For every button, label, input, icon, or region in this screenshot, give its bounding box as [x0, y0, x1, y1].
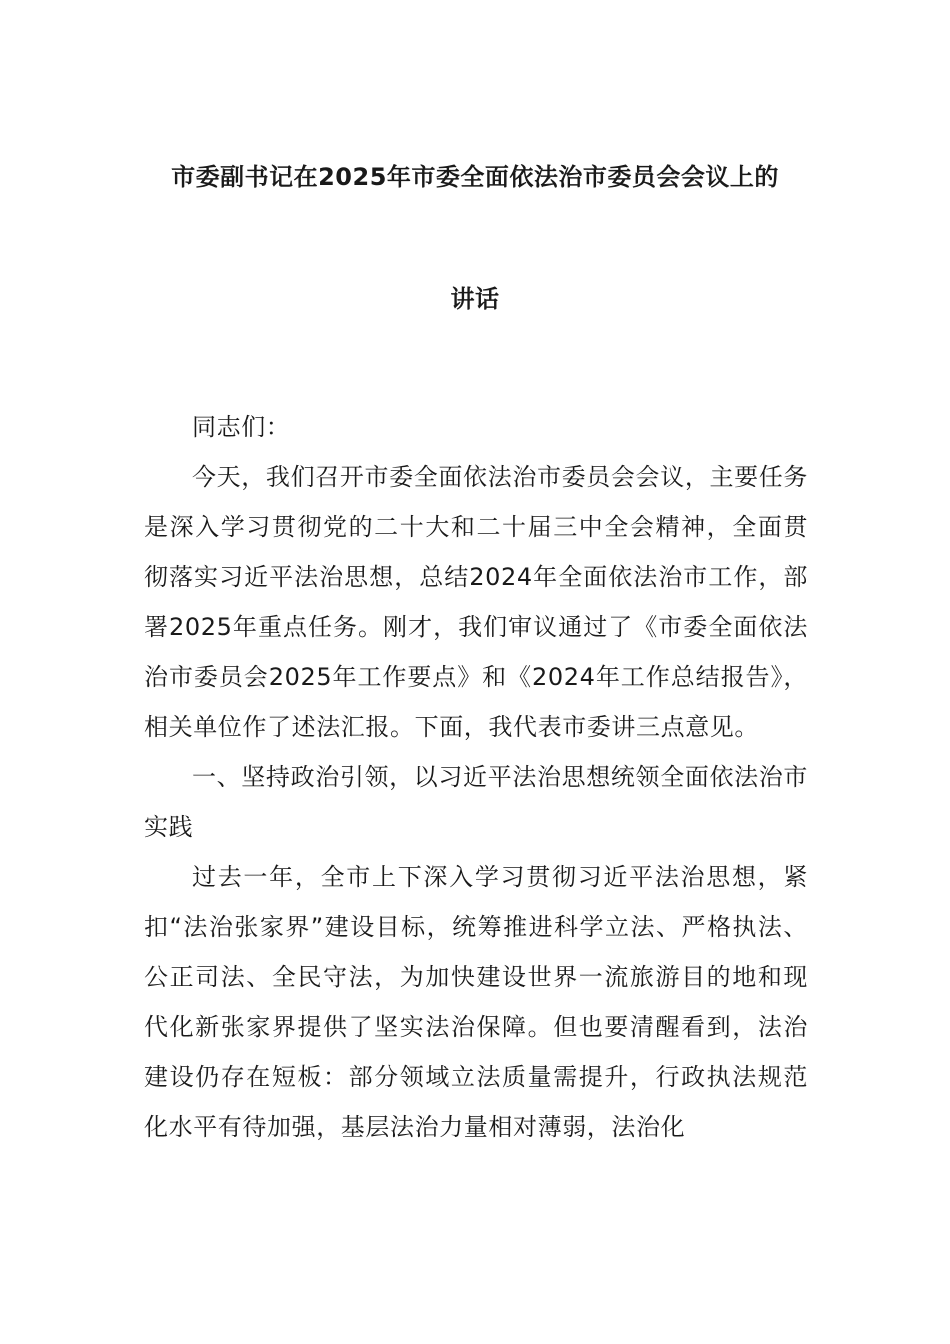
paragraph-section-1: 过去一年，全市上下深入学习贯彻习近平法治思想，紧扣“法治张家界”建设目标，统筹推进科学立法、严格执法、公正司法、全民守法，为加快建设世界一流旅游目的地和现代化新张家界提供了坚实法治保障。但也要清醒看到，法治建设仍存在短板：部分领域立法质量需提升，行政执法规范化水平有待加强，基层法治力量相对薄弱，法治化 — [144, 863, 808, 1141]
salutation: 同志们： — [192, 413, 291, 441]
document-title-line-1: 市委副书记在2025年市委全面依法治市委员会会议上的 — [171, 163, 779, 191]
document-title-line-2: 讲话 — [450, 285, 500, 313]
section-heading-1: 一、坚持政治引领，以习近平法治思想统领全面依法治市实践 — [144, 763, 808, 841]
document-body — [144, 402, 808, 1152]
paragraph-intro: 今天，我们召开市委全面依法治市委员会会议，主要任务是深入学习贯彻党的二十大和二十届三中全会精神，全面贯彻落实习近平法治思想，总结2024年全面依法治市工作，部署2025年重点任务。刚才，我们审议通过了《市委全面依法治市委员会2025年工作要点》和《2024年工作总结报告》，相关单位作了述法汇报。下面，我代表市委讲三点意见。 — [144, 463, 808, 741]
